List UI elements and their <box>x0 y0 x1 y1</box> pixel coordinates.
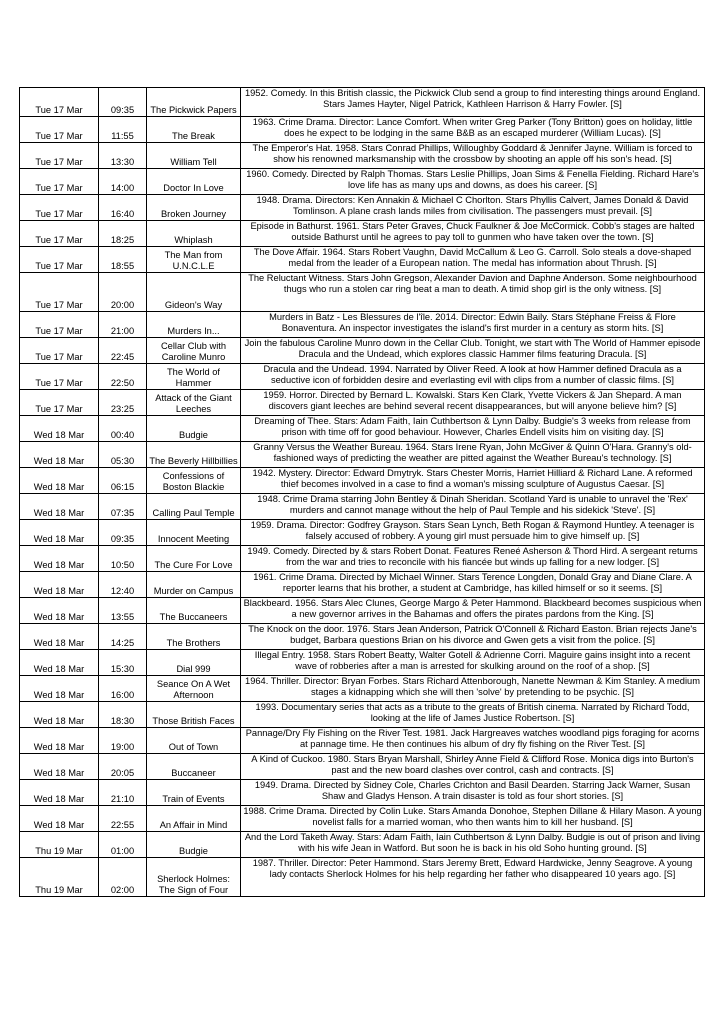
time-cell: 10:50 <box>99 546 147 572</box>
schedule-row <box>20 858 705 897</box>
day-cell: Wed 18 Mar <box>20 598 99 624</box>
time-cell: 18:30 <box>99 702 147 728</box>
programme-description: A Kind of Cuckoo. 1980. Stars Bryan Marshall, Shirley Anne Field & Clifford Rose. Monica digs into Burton's past and the new board clashes over control, cash and contracts. [S] <box>241 754 705 780</box>
day-cell: Wed 18 Mar <box>20 780 99 806</box>
time-cell: 09:35 <box>99 88 147 117</box>
time-cell: 01:00 <box>99 832 147 858</box>
schedule-row <box>20 546 705 572</box>
programme-title: The Man from U.N.C.L.E <box>147 247 241 273</box>
schedule-row <box>20 195 705 221</box>
day-cell: Tue 17 Mar <box>20 312 99 338</box>
day-cell: Tue 17 Mar <box>20 390 99 416</box>
programme-title: Dial 999 <box>147 650 241 676</box>
programme-title: William Tell <box>147 143 241 169</box>
programme-description: Dracula and the Undead. 1994. Narrated by Oliver Reed. A look at how Hammer defined Dracula as a seductive icon of forbidden desire and everlasting evil with clips from a number of classic films. [S] <box>241 364 705 390</box>
day-cell: Thu 19 Mar <box>20 832 99 858</box>
schedule-row <box>20 88 705 117</box>
programme-description: 1948. Drama. Directors: Ken Annakin & Michael C Chorlton. Stars Phyllis Calvert, James Donald & David Tomlinson. A plane crash lands miles from civilisation. The passengers must prevail. [S] <box>241 195 705 221</box>
schedule-row <box>20 442 705 468</box>
programme-title: Calling Paul Temple <box>147 494 241 520</box>
day-cell: Wed 18 Mar <box>20 520 99 546</box>
programme-title: Train of Events <box>147 780 241 806</box>
programme-description: 1942. Mystery. Director: Edward Dmytryk. Stars Chester Morris, Harriet Hilliard & Richard Lane. A reformed thief becomes involved in a case to find a woman's missing sculpture of Augustus Caesar. [S] <box>241 468 705 494</box>
programme-title: Whiplash <box>147 221 241 247</box>
programme-description: Granny Versus the Weather Bureau. 1964. Stars Irene Ryan, John McGiver & Quinn O'Hara. Granny's old-fashioned ways of predicting the weather are pitted against the Weather Bureau's technology. [S] <box>241 442 705 468</box>
programme-title: Budgie <box>147 416 241 442</box>
time-cell: 09:35 <box>99 520 147 546</box>
programme-description: Pannage/Dry Fly Fishing on the River Test. 1981. Jack Hargreaves watches woodland pigs foraging for acorns at pannage time. He then continues his album of dry fly fishing on the River Test. [S] <box>241 728 705 754</box>
time-cell: 18:25 <box>99 221 147 247</box>
programme-title: Buccaneer <box>147 754 241 780</box>
schedule-row <box>20 520 705 546</box>
time-cell: 02:00 <box>99 858 147 897</box>
schedule-row <box>20 780 705 806</box>
programme-description: 1948. Crime Drama starring John Bentley & Dinah Sheridan. Scotland Yard is unable to unravel the 'Rex' murders and cannot manage without the help of Paul Temple and his sidekick 'Steve'. [S] <box>241 494 705 520</box>
day-cell: Wed 18 Mar <box>20 442 99 468</box>
schedule-row <box>20 143 705 169</box>
schedule-row <box>20 273 705 312</box>
schedule-row <box>20 572 705 598</box>
programme-description: 1988. Crime Drama. Directed by Colin Luke. Stars Amanda Donohoe, Stephen Dillane & Hilary Mason. A young novelist falls for a married woman, who then wants him to kill her husband. [S] <box>241 806 705 832</box>
time-cell: 15:30 <box>99 650 147 676</box>
time-cell: 20:00 <box>99 273 147 312</box>
time-cell: 21:00 <box>99 312 147 338</box>
schedule-row <box>20 754 705 780</box>
programme-title: The Brothers <box>147 624 241 650</box>
programme-title: Murder on Campus <box>147 572 241 598</box>
programme-description: 1963. Crime Drama. Director: Lance Comfort. When writer Greg Parker (Tony Britton) goes on holiday, little does he expect to be lodging in the same B&B as an escaped murderer (William Lucas). [S] <box>241 117 705 143</box>
programme-description: 1949. Drama. Directed by Sidney Cole, Charles Crichton and Basil Dearden. Starring Jack Warner, Susan Shaw and Gladys Henson. A train disaster is told as four short stories. [S] <box>241 780 705 806</box>
programme-description: 1949. Comedy. Directed by & stars Robert Donat. Features Reneé Asherson & Thord Hird. A sergeant returns from the war and tries to reconcile with his fiancée but winds up falling for a new lodger. [S] <box>241 546 705 572</box>
programme-title: The Buccaneers <box>147 598 241 624</box>
time-cell: 23:25 <box>99 390 147 416</box>
day-cell: Wed 18 Mar <box>20 676 99 702</box>
day-cell: Thu 19 Mar <box>20 858 99 897</box>
programme-title: The Cure For Love <box>147 546 241 572</box>
schedule-body <box>20 88 705 897</box>
programme-description: Murders in Batz - Les Blessures de l'île. 2014. Director: Edwin Baily. Stars Stéphane Freiss & Flore Bonaventura. An inspector investigates the island's first murder in a century as storm hits. [S] <box>241 312 705 338</box>
day-cell: Wed 18 Mar <box>20 702 99 728</box>
schedule-row <box>20 702 705 728</box>
time-cell: 13:30 <box>99 143 147 169</box>
schedule-row <box>20 390 705 416</box>
day-cell: Tue 17 Mar <box>20 338 99 364</box>
day-cell: Wed 18 Mar <box>20 468 99 494</box>
schedule-row <box>20 806 705 832</box>
time-cell: 13:55 <box>99 598 147 624</box>
schedule-row <box>20 494 705 520</box>
day-cell: Tue 17 Mar <box>20 143 99 169</box>
programme-title: Gideon's Way <box>147 273 241 312</box>
time-cell: 14:25 <box>99 624 147 650</box>
programme-description: And the Lord Taketh Away. Stars: Adam Faith, Iain Cuthbertson & Lynn Dalby. Budgie is out of prison and living with his wife Jean in Watford. But soon he is back in his old Soho hunting ground. [S] <box>241 832 705 858</box>
time-cell: 20:05 <box>99 754 147 780</box>
time-cell: 22:50 <box>99 364 147 390</box>
time-cell: 22:45 <box>99 338 147 364</box>
programme-title: Attack of the Giant Leeches <box>147 390 241 416</box>
programme-description: 1960. Comedy. Directed by Ralph Thomas. Stars Leslie Phillips, Joan Sims & Fenella Fielding. Richard Hare's love life has as many ups and downs, as does his career. [S] <box>241 169 705 195</box>
programme-description: The Dove Affair. 1964. Stars Robert Vaughn, David McCallum & Leo G. Carroll. Solo steals a dove-shaped medal from the leader of a European nation. The medal has information about Thrush. [S] <box>241 247 705 273</box>
programme-title: Sherlock Holmes: The Sign of Four <box>147 858 241 897</box>
time-cell: 16:00 <box>99 676 147 702</box>
day-cell: Tue 17 Mar <box>20 364 99 390</box>
day-cell: Wed 18 Mar <box>20 650 99 676</box>
day-cell: Tue 17 Mar <box>20 247 99 273</box>
time-cell: 16:40 <box>99 195 147 221</box>
programme-description: Illegal Entry. 1958. Stars Robert Beatty, Walter Gotell & Adrienne Corri. Maguire gains insight into a recent wave of robberies after a man is arrested for skulking around on the roof of a shop. [S] <box>241 650 705 676</box>
day-cell: Wed 18 Mar <box>20 728 99 754</box>
schedule-row <box>20 312 705 338</box>
time-cell: 05:30 <box>99 442 147 468</box>
time-cell: 21:10 <box>99 780 147 806</box>
programme-title: Out of Town <box>147 728 241 754</box>
day-cell: Wed 18 Mar <box>20 806 99 832</box>
schedule-row <box>20 468 705 494</box>
schedule-row <box>20 624 705 650</box>
day-cell: Wed 18 Mar <box>20 572 99 598</box>
schedule-row <box>20 221 705 247</box>
programme-description: Join the fabulous Caroline Munro down in the Cellar Club. Tonight, we start with The World of Hammer episode Dracula and the Undead, which explores classic Hammer films featuring Dracula. [S] <box>241 338 705 364</box>
time-cell: 06:15 <box>99 468 147 494</box>
programme-description: The Emperor's Hat. 1958. Stars Conrad Phillips, Willoughby Goddard & Jennifer Jayne. William is forced to show his renowned marksmanship with the crossbow by shooting an apple off his son's head. [S] <box>241 143 705 169</box>
day-cell: Wed 18 Mar <box>20 416 99 442</box>
programme-description: Dreaming of Thee. Stars: Adam Faith, Iain Cuthbertson & Lynn Dalby. Budgie's 3 weeks from release from prison with time off for good behaviour. However, Charles Endell visits him on visiting day. [S] <box>241 416 705 442</box>
programme-title: The Beverly Hillbillies <box>147 442 241 468</box>
schedule-row <box>20 728 705 754</box>
programme-title: The Pickwick Papers <box>147 88 241 117</box>
programme-description: 1987. Thriller. Director: Peter Hammond. Stars Jeremy Brett, Edward Hardwicke, Jenny Seagrove. A young lady contacts Sherlock Holmes for his help regarding her father who disappeared 10 years ago. [S] <box>241 858 705 897</box>
day-cell: Wed 18 Mar <box>20 494 99 520</box>
time-cell: 00:40 <box>99 416 147 442</box>
programme-description: Episode in Bathurst. 1961. Stars Peter Graves, Chuck Faulkner & Joe McCormick. Cobb's stages are halted outside Bathurst until he agrees to pay toll to gunmen who have taken over the town. [S] <box>241 221 705 247</box>
schedule-row <box>20 832 705 858</box>
programme-title: Those British Faces <box>147 702 241 728</box>
day-cell: Tue 17 Mar <box>20 221 99 247</box>
programme-description: 1993. Documentary series that acts as a tribute to the greats of British cinema. Narrated by Richard Todd, looking at the life of James Justice Robertson. [S] <box>241 702 705 728</box>
programme-description: Blackbeard. 1956. Stars Alec Clunes, George Margo & Peter Hammond. Blackbeard becomes suspicious when a new governor arrives in the Bahamas and offers the pirates pardons from the King. [S] <box>241 598 705 624</box>
schedule-row <box>20 650 705 676</box>
programme-description: 1964. Thriller. Director: Bryan Forbes. Stars Richard Attenborough, Nanette Newman & Kim Stanley. A medium stages a kidnapping which she will then 'solve' by pretending to be psychic. [S] <box>241 676 705 702</box>
programme-title: Seance On A Wet Afternoon <box>147 676 241 702</box>
time-cell: 12:40 <box>99 572 147 598</box>
time-cell: 18:55 <box>99 247 147 273</box>
schedule-row <box>20 416 705 442</box>
schedule-table <box>19 87 705 897</box>
schedule-row <box>20 117 705 143</box>
schedule-row <box>20 338 705 364</box>
time-cell: 14:00 <box>99 169 147 195</box>
day-cell: Tue 17 Mar <box>20 195 99 221</box>
time-cell: 11:55 <box>99 117 147 143</box>
programme-title: Budgie <box>147 832 241 858</box>
day-cell: Tue 17 Mar <box>20 117 99 143</box>
programme-title: The World of Hammer <box>147 364 241 390</box>
schedule-row <box>20 598 705 624</box>
programme-title: An Affair in Mind <box>147 806 241 832</box>
time-cell: 22:55 <box>99 806 147 832</box>
programme-description: 1952. Comedy. In this British classic, the Pickwick Club send a group to find interesting things around England. Stars James Hayter, Nigel Patrick, Kathleen Harrison & Harry Fowler. [S] <box>241 88 705 117</box>
programme-title: Doctor In Love <box>147 169 241 195</box>
day-cell: Wed 18 Mar <box>20 754 99 780</box>
schedule-row <box>20 364 705 390</box>
day-cell: Tue 17 Mar <box>20 169 99 195</box>
programme-description: 1959. Horror. Directed by Bernard L. Kowalski. Stars Ken Clark, Yvette Vickers & Jan Shepard. A man discovers giant leeches are behind several recent disappearances, but will anyone believe him? [S] <box>241 390 705 416</box>
programme-description: 1961. Crime Drama. Directed by Michael Winner. Stars Terence Longden, Donald Gray and Diane Clare. A reporter learns that his brother, a student at Cambridge, has killed himself or so it seems. [S] <box>241 572 705 598</box>
programme-description: The Knock on the door. 1976. Stars Jean Anderson, Patrick O'Connell & Richard Easton. Brian rejects Jane's budget, Barbara questions Brian on his divorce and Gwen gets a visit from the police. [S] <box>241 624 705 650</box>
time-cell: 19:00 <box>99 728 147 754</box>
day-cell: Wed 18 Mar <box>20 546 99 572</box>
programme-title: Cellar Club with Caroline Munro <box>147 338 241 364</box>
programme-title: The Break <box>147 117 241 143</box>
time-cell: 07:35 <box>99 494 147 520</box>
programme-title: Confessions of Boston Blackie <box>147 468 241 494</box>
programme-title: Broken Journey <box>147 195 241 221</box>
programme-title: Murders In... <box>147 312 241 338</box>
day-cell: Tue 17 Mar <box>20 273 99 312</box>
programme-description: 1959. Drama. Director: Godfrey Grayson. Stars Sean Lynch, Beth Rogan & Raymond Huntley. A teenager is falsely accused of robbery. A young girl must persuade him to give himself up. [S] <box>241 520 705 546</box>
programme-title: Innocent Meeting <box>147 520 241 546</box>
programme-description: The Reluctant Witness. Stars John Gregson, Alexander Davion and Daphne Anderson. Some neighbourhood thugs who run a stolen car ring beat a man to death. A timid shop girl is the only witness. [S] <box>241 273 705 312</box>
day-cell: Wed 18 Mar <box>20 624 99 650</box>
schedule-row <box>20 676 705 702</box>
schedule-row <box>20 247 705 273</box>
day-cell: Tue 17 Mar <box>20 88 99 117</box>
schedule-row <box>20 169 705 195</box>
